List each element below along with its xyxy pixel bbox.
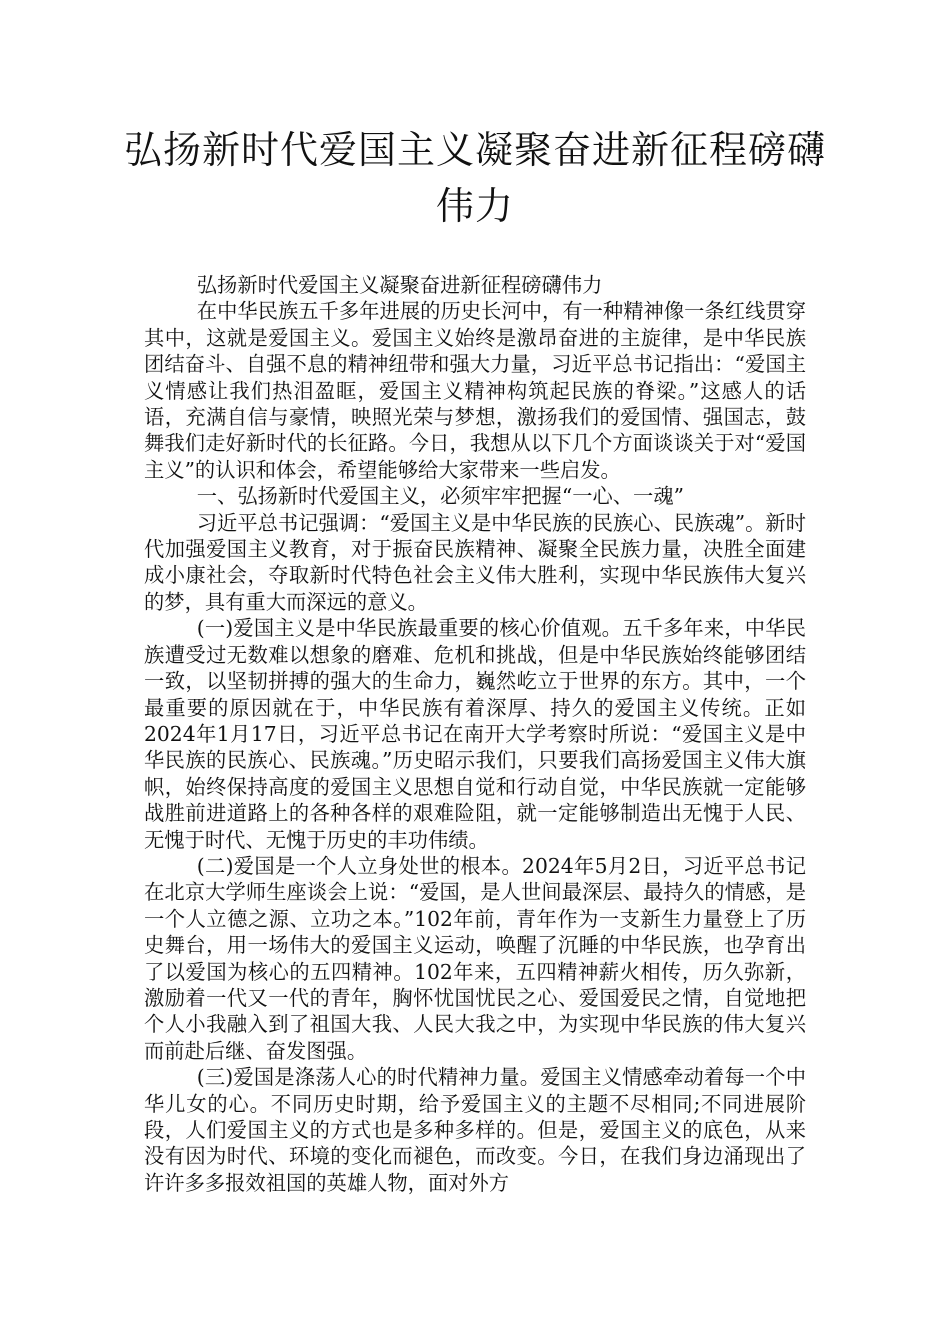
body-paragraph: (二)爱国是一个人立身处世的根本。2024年5月2日，习近平总书记在北京大学师生座谈会上说：“爱国，是人世间最深层、最持久的情感，是一个人立德之源、立功之本。”102年前，青年作为一支新生力量登上了历史舞台，用一场伟大的爱国主义运动，唤醒了沉睡的中华民族，也孕育出了以爱国为核心的五四精神。102年来，五四精神薪火相传，历久弥新，激励着一代又一代的青年，胸怀忧国忧民之心、爱国爱民之情，自觉地把个人小我融入到了祖国大我、人民大我之中，为实现中华民族的伟大复兴而前赴后继、奋发图强。	[144, 853, 806, 1063]
body-paragraph: (一)爱国主义是中华民族最重要的核心价值观。五千多年来，中华民族遭受过无数难以想象的磨难、危机和挑战，但是中华民族始终能够团结一致，以坚韧拼搏的强大的生命力，巍然屹立于世界的东方。其中，一个最重要的原因就在于，中华民族有着深厚、持久的爱国主义传统。正如2024年1月17日，习近平总书记在南开大学考察时所说：“爱国主义是中华民族的民族心、民族魂。”历史昭示我们，只要我们高扬爱国主义伟大旗帜，始终保持高度的爱国主义思想自觉和行动自觉，中华民族就一定能够战胜前进道路上的各种各样的艰难险阻，就一定能够制造出无愧于人民、无愧于时代、无愧于历史的丰功伟绩。	[144, 616, 806, 852]
subtitle-paragraph: 弘扬新时代爱国主义凝聚奋进新征程磅礴伟力	[196, 273, 603, 297]
section-heading: 一、弘扬新时代爱国主义，必须牢牢把握“一心、一魂”	[196, 484, 684, 509]
body-paragraph: 习近平总书记强调：“爱国主义是中华民族的民族心、民族魂”。新时代加强爱国主义教育，对于振奋民族精神、凝聚全民族力量，决胜全面建成小康社会，夺取新时代特色社会主义伟大胜利，实现中华民族伟大复兴的梦，具有重大而深远的意义。	[144, 510, 806, 614]
document-title	[120, 122, 830, 234]
body-paragraph: 在中华民族五千多年进展的历史长河中，有一种精神像一条红线贯穿其中，这就是爱国主义。爱国主义始终是激昂奋进的主旋律，是中华民族团结奋斗、自强不息的精神纽带和强大力量，习近平总书记指出：“爱国主义情感让我们热泪盈眶，爱国主义精神构筑起民族的脊梁。”这感人的话语，充满自信与豪情，映照光荣与梦想，激扬我们的爱国情、强国志，鼓舞我们走好新时代的长征路。今日，我想从以下几个方面谈谈关于对“爱国主义”的认识和体会，希望能够给大家带来一些启发。	[144, 299, 806, 482]
title-line-2: 伟力	[435, 184, 514, 228]
document-body	[144, 272, 806, 1196]
title-line-1: 弘扬新时代爱国主义凝聚奋进新征程磅礴	[123, 128, 826, 172]
body-paragraph: (三)爱国是涤荡人心的时代精神力量。爱国主义情感牵动着每一个中华儿女的心。不同历史时期，给予爱国主义的主题不尽相同;不同进展阶段，人们爱国主义的方式也是多种多样的。但是，爱国主义的底色，从来没有因为时代、环境的变化而褪色，而改变。今日，在我们身边涌现出了许许多多报效祖国的英雄人物，面对外方	[144, 1065, 806, 1195]
